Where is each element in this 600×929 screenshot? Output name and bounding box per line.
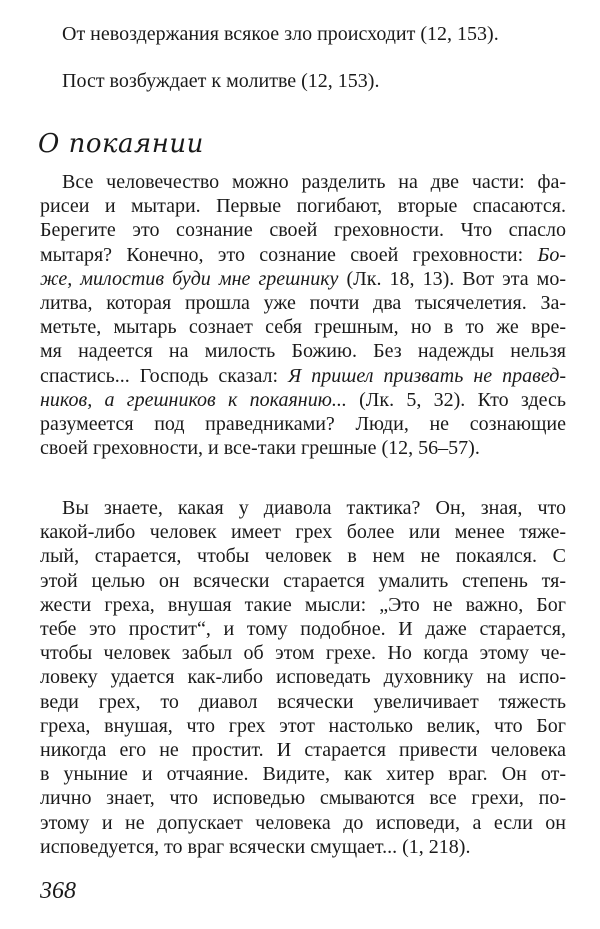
paragraph-1-line xyxy=(40,267,566,291)
text-run: разумеется под праведниками? Люди, не сознающие xyxy=(40,413,566,435)
italic-quote: Я пришел призвать не правед- xyxy=(288,364,566,387)
paragraph-2-line xyxy=(40,738,566,762)
paragraph-2-line xyxy=(62,496,566,520)
paragraph-2-line xyxy=(40,569,566,593)
paragraph-2-line xyxy=(40,617,566,641)
paragraph-1-line xyxy=(40,412,566,436)
paragraph-1-line xyxy=(40,194,566,218)
paragraph-1-line xyxy=(40,436,566,460)
text-run: этой целью он всячески старается умалить степень тя- xyxy=(40,569,566,592)
text-run: Берегите это сознание своей греховности. Что спасло xyxy=(40,219,566,242)
paragraph-2-line xyxy=(40,690,566,714)
paragraph-1-line xyxy=(40,388,566,412)
text-run: жести греха, внушая такие мысли: „Это не важно, Бог xyxy=(40,593,566,616)
text-run: своей греховности, и все-таки грешные (12, 56–57). xyxy=(40,437,480,460)
paragraph-1-line xyxy=(40,243,566,267)
text-run: (Лк. 18, 13). Вот эта мо- xyxy=(338,267,567,290)
paragraph-1-line xyxy=(40,339,566,363)
paragraph-2-line xyxy=(40,762,566,786)
paragraph-1-line xyxy=(40,315,566,339)
paragraph-1-line xyxy=(40,291,566,315)
paragraph-1-line xyxy=(62,170,566,194)
text-run: какой-либо человек имеет грех более или менее тяже- xyxy=(40,521,566,544)
italic-quote: ников, а грешников к покаянию... xyxy=(40,388,347,411)
text-run: метьте, мытарь сознает себя грешным, но в то же вре- xyxy=(40,316,566,339)
paragraph-2-line xyxy=(40,714,566,738)
section-heading: О покаянии xyxy=(38,129,204,159)
text-run: этому и не допускает человека до исповеди, а если он xyxy=(40,811,566,834)
italic-quote: же, милостив буди мне грешнику xyxy=(40,267,339,290)
text-line: Пост возбуждает к молитве (12, 153). xyxy=(62,70,380,92)
italic-quote: Бо- xyxy=(537,243,566,266)
text-run: ловеку удается как-либо исповедать духовнику на испо- xyxy=(40,666,566,689)
paragraph-2-line xyxy=(40,665,566,689)
text-run: греха, внушая, что грех этот настолько велик, что Бог xyxy=(40,714,566,737)
paragraph-2-line xyxy=(40,786,566,810)
paragraph-1-line xyxy=(40,364,566,388)
paragraph-2-line xyxy=(40,835,566,859)
paragraph-2-line xyxy=(40,544,566,568)
text-run: лично знает, что исповедью смываются все грехи, по- xyxy=(40,787,566,810)
text-run: (Лк. 5, 32). Кто здесь xyxy=(346,388,566,411)
text-run: спастись... Господь сказал: xyxy=(40,364,289,387)
text-run: никогда его не простит. И старается привести человека xyxy=(40,739,566,761)
text-run: мытаря? Конечно, это сознание своей греховности: xyxy=(40,243,538,266)
page-number: 368 xyxy=(40,878,76,904)
paragraph-2-line xyxy=(40,520,566,544)
text-run: мя надеется на милость Божию. Без надежды нельзя xyxy=(40,340,566,363)
text-run: исповедуется, то враг всячески смущает... (1, 218). xyxy=(40,835,471,858)
text-run: Все человечество можно разделить на две части: фа- xyxy=(62,171,566,193)
paragraph-2-line xyxy=(40,593,566,617)
text-run: Вы знаете, какая у диавола тактика? Он, зная, что xyxy=(62,497,566,519)
text-run: лый, старается, чтобы человек в нем не покаялся. С xyxy=(40,545,566,568)
text-run: чтобы человек забыл об этом грехе. Но когда этому че- xyxy=(40,642,566,665)
text-run: рисеи и мытари. Первые погибают, вторые спасаются. xyxy=(40,195,566,218)
paragraph-1-line xyxy=(40,218,566,242)
paragraph-2-line xyxy=(40,811,566,835)
text-run: тебе это простит“, и тому подобное. И даже старается, xyxy=(40,618,566,640)
text-line: От невоздержания всякое зло происходит (12, 153). xyxy=(62,23,499,45)
text-run: в уныние и отчаяние. Видите, как хитер враг. Он от- xyxy=(40,763,566,786)
text-run: веди грех, то диавол всячески увеличивает тяжесть xyxy=(40,690,566,713)
paragraph-2-line xyxy=(40,641,566,665)
text-run: литва, которая прошла уже почти два тысячелетия. За- xyxy=(40,292,566,314)
